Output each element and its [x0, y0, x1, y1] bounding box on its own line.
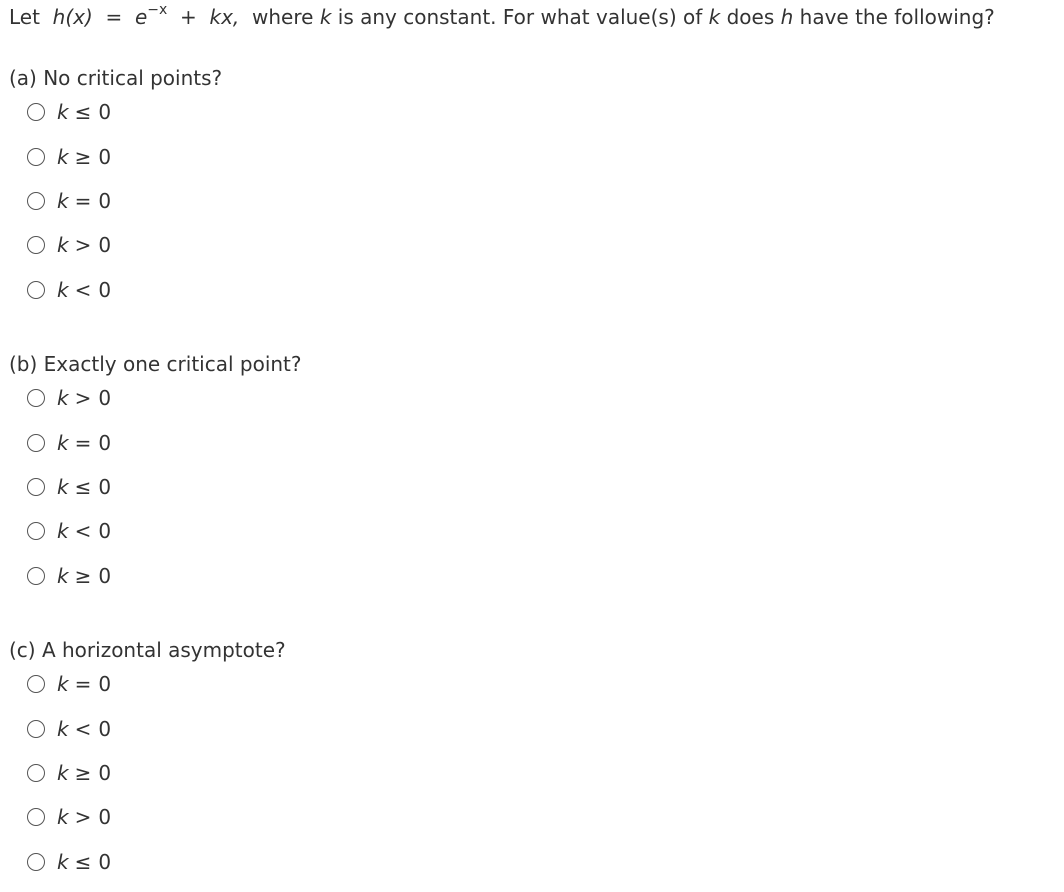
option-value: 0	[98, 761, 112, 785]
option-relation: >	[74, 233, 92, 257]
question-equals: =	[105, 5, 123, 29]
part-a-title: (a) No critical points?	[9, 66, 223, 90]
option-variable: k	[57, 672, 69, 696]
option-value: 0	[98, 564, 112, 588]
option-variable: k	[57, 850, 69, 874]
question-does: does	[726, 5, 775, 29]
option-variable: k	[57, 519, 69, 543]
part-b-option-1[interactable]	[27, 383, 111, 413]
option-variable: k	[57, 145, 69, 169]
part-c-option-2[interactable]	[27, 714, 111, 744]
option-value: 0	[98, 717, 112, 741]
radio-button[interactable]	[27, 567, 45, 585]
option-variable: k	[57, 189, 69, 213]
option-value: 0	[98, 475, 112, 499]
question-let: Let	[9, 5, 40, 29]
option-value: 0	[98, 100, 112, 124]
question-text	[9, 3, 995, 31]
radio-button[interactable]	[27, 675, 45, 693]
option-relation: =	[74, 672, 92, 696]
radio-button[interactable]	[27, 720, 45, 738]
option-relation: <	[74, 717, 92, 741]
part-b-title: (b) Exactly one critical point?	[9, 352, 302, 376]
part-a-option-4[interactable]	[27, 230, 111, 260]
question-rest: have the following?	[799, 5, 995, 29]
radio-button[interactable]	[27, 148, 45, 166]
option-relation: =	[74, 431, 92, 455]
option-relation: ≤	[74, 475, 92, 499]
question-constant-text: is any constant. For what value(s) of	[337, 5, 703, 29]
radio-button[interactable]	[27, 236, 45, 254]
part-b-option-3[interactable]	[27, 472, 111, 502]
part-a-option-3[interactable]	[27, 186, 111, 216]
option-value: 0	[98, 278, 112, 302]
option-value: 0	[98, 805, 112, 829]
part-b-option-4[interactable]	[27, 516, 111, 546]
option-variable: k	[57, 475, 69, 499]
option-relation: ≤	[74, 100, 92, 124]
option-variable: k	[57, 233, 69, 257]
radio-button[interactable]	[27, 389, 45, 407]
option-variable: k	[57, 761, 69, 785]
part-c-option-5[interactable]	[27, 847, 111, 877]
radio-button[interactable]	[27, 103, 45, 121]
option-relation: ≥	[74, 564, 92, 588]
question-exp-base: e	[134, 5, 148, 29]
question-k-second: k	[708, 5, 721, 29]
part-a-option-5[interactable]	[27, 275, 111, 305]
option-relation: ≥	[74, 145, 92, 169]
option-variable: k	[57, 386, 69, 410]
part-c-option-3[interactable]	[27, 758, 111, 788]
option-value: 0	[98, 431, 112, 455]
option-relation: ≤	[74, 850, 92, 874]
option-variable: k	[57, 431, 69, 455]
option-value: 0	[98, 386, 112, 410]
question-k-first: k	[319, 5, 332, 29]
radio-button[interactable]	[27, 522, 45, 540]
part-a-option-1[interactable]	[27, 97, 111, 127]
part-c-option-1[interactable]	[27, 669, 111, 699]
option-value: 0	[98, 672, 112, 696]
option-relation: ≥	[74, 761, 92, 785]
option-relation: >	[74, 386, 92, 410]
radio-button[interactable]	[27, 192, 45, 210]
option-value: 0	[98, 189, 112, 213]
part-c-option-4[interactable]	[27, 802, 111, 832]
radio-button[interactable]	[27, 434, 45, 452]
option-variable: k	[57, 100, 69, 124]
part-c-title: (c) A horizontal asymptote?	[9, 638, 286, 662]
option-relation: >	[74, 805, 92, 829]
question-term: kx,	[209, 5, 240, 29]
question-h: h	[780, 5, 794, 29]
radio-button[interactable]	[27, 853, 45, 871]
question-plus: +	[180, 5, 197, 29]
option-relation: <	[74, 519, 92, 543]
part-a-option-2[interactable]	[27, 142, 111, 172]
option-value: 0	[98, 233, 112, 257]
radio-button[interactable]	[27, 281, 45, 299]
part-b-option-2[interactable]	[27, 428, 111, 458]
option-variable: k	[57, 805, 69, 829]
question-function-name: h(x)	[52, 5, 93, 29]
option-variable: k	[57, 564, 69, 588]
radio-button[interactable]	[27, 808, 45, 826]
option-value: 0	[98, 145, 112, 169]
option-value: 0	[98, 850, 112, 874]
option-relation: <	[74, 278, 92, 302]
radio-button[interactable]	[27, 478, 45, 496]
radio-button[interactable]	[27, 764, 45, 782]
option-relation: =	[74, 189, 92, 213]
question-where: where	[252, 5, 314, 29]
option-variable: k	[57, 717, 69, 741]
option-value: 0	[98, 519, 112, 543]
question-exponent: −x	[147, 2, 168, 19]
part-b-option-5[interactable]	[27, 561, 111, 591]
option-variable: k	[57, 278, 69, 302]
